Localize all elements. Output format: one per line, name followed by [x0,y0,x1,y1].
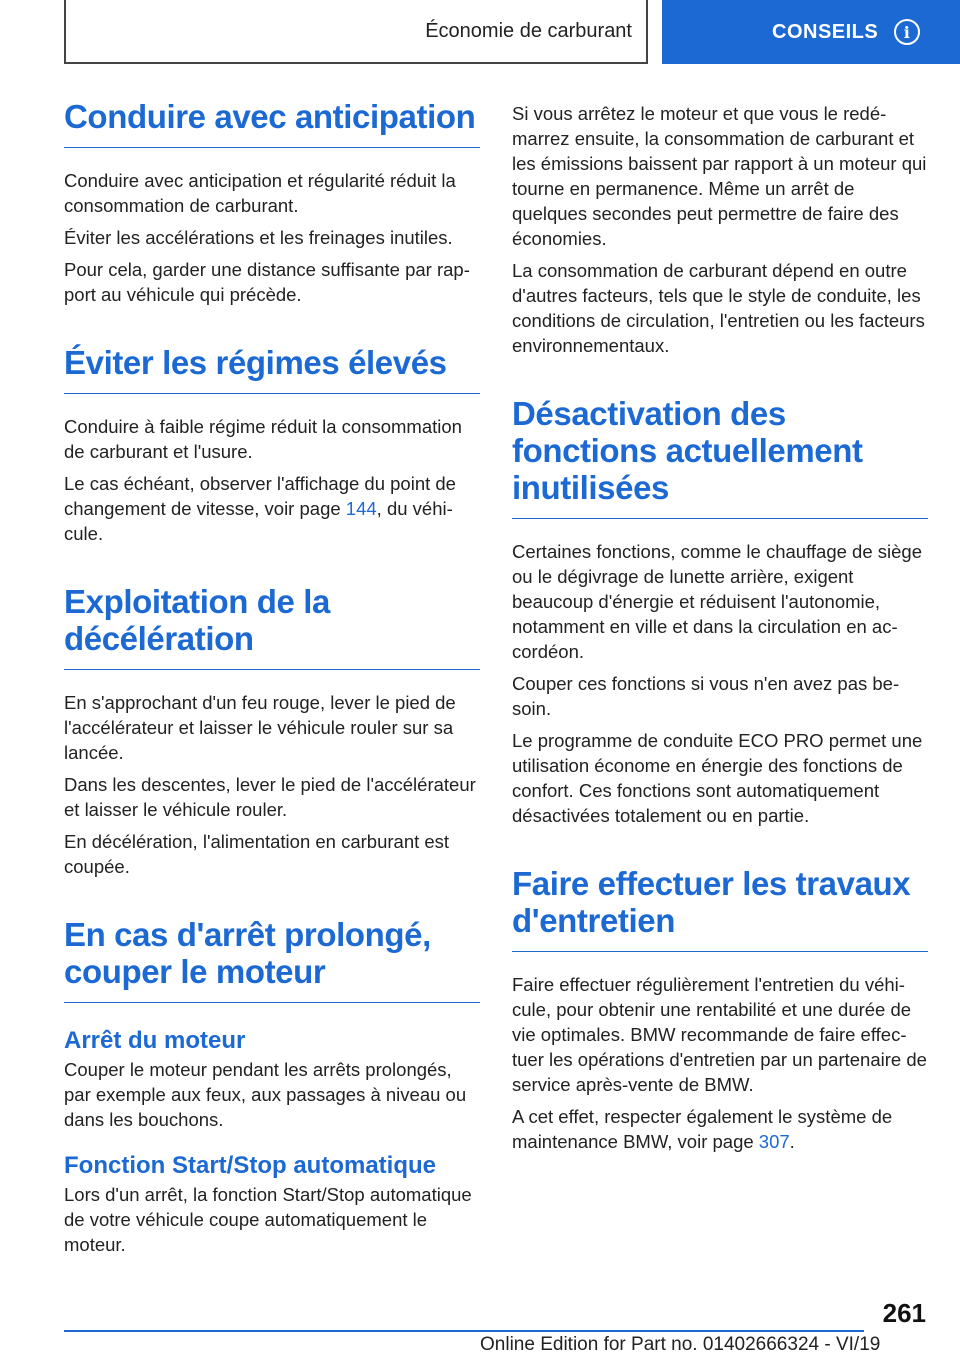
footer-edition: Online Edition for Part no. 01402666324 - VI/19 [480,1334,881,1355]
paragraph [512,1104,928,1154]
heading-regimes: Éviter les régimes élevés [64,344,480,394]
header-section-tab [64,0,648,64]
heading-deceleration: Exploitation de la décélération [64,583,480,670]
left-column [64,98,480,1257]
paragraph: Faire effectuer régulièrement l'entretien du véhicule, pour obtenir une rentabilité et une durée de vie optimales. BMW recommande de faire effectuer les opérations d'entretien par un partenaire de service après-vente de BMW. [512,974,927,1095]
header-section-title: Économie de carburant [425,19,632,42]
paragraph: Conduire à faible régime réduit la consommation de carburant et l'usure. [64,416,462,462]
paragraph: Le programme de conduite ECO PRO permet une utilisation économe en énergie des fonctions de confort. Ces fonctions sont automatiquement désactivées totalement ou en partie. [512,730,923,826]
text-segment: A cet effet, respecter également le système de maintenance BMW, voir page [512,1106,893,1152]
paragraph: Pour cela, garder une distance suffisante par rapport au véhicule qui précède. [64,259,470,305]
paragraph: Couper ces fonctions si vous n'en avez pas besoin. [512,673,900,719]
paragraph: En s'approchant d'un feu rouge, lever le pied de l'accélérateur et laisser le véhicule rouler sur sa lancée. [64,692,456,763]
header-chapter-title: CONSEILS [772,20,879,43]
page-link-144[interactable]: 144 [345,498,377,519]
heading-entretien: Faire effectuer les travaux d'entretien [512,865,928,952]
heading-desactivation: Désactivation des fonctions actuellement inutilisées [512,395,928,519]
paragraph: La consommation de carburant dépend en outre d'autres facteurs, tels que le style de conduite, les conditions de circulation, l'entretien ou les facteurs environnementaux. [512,260,925,356]
paragraph: Lors d'un arrêt, la fonction Start/Stop automatique de votre véhicule coupe automatiquement le moteur. [64,1184,472,1255]
page-number: 261 [882,1298,926,1328]
paragraph: Couper le moteur pendant les arrêts prolongés, par exemple aux feux, aux passages à niveau ou dans les bouchons. [64,1059,467,1130]
info-icon: i [894,19,920,45]
paragraph: Certaines fonctions, comme le chauffage de siège ou le dégivrage de lunette arrière, exigent beaucoup d'énergie et réduisent l'autonomie, notamment en ville et dans la circulation en accordéon. [512,541,922,662]
heading-arret-prolonge: En cas d'arrêt prolongé, couper le moteur [64,916,480,1003]
text-segment: Le cas échéant, observer l'affichage du point de changement de vitesse, voir page [64,473,456,519]
paragraph: Si vous arrêtez le moteur et que vous le redémarrez ensuite, la consommation de carburant et les émissions baissent par rapport à un moteur qui tourne en permanence. Même un arrêt de quelques secondes peut permettre de faire des économies. [512,103,927,249]
paragraph: Conduire avec anticipation et régularité réduit la consommation de carburant. [64,170,456,216]
paragraph: Dans les descentes, lever le pied de l'accélérateur et laisser le véhicule rouler. [64,774,476,820]
paragraph: En décélération, l'alimentation en carburant est coupée. [64,831,450,877]
subheading-start-stop: Fonction Start/Stop automatique [64,1152,436,1179]
paragraph: Éviter les accélérations et les freinages inutiles. [64,227,453,248]
text-segment: . [789,1131,795,1152]
footer-divider [64,1330,864,1332]
paragraph [64,471,480,546]
text-segment: , du véhicule. [64,498,453,544]
page-link-307[interactable]: 307 [758,1131,790,1152]
heading-anticipation: Conduire avec anticipation [64,98,480,148]
right-column [512,98,928,1154]
header-chapter-tab[interactable] [662,0,960,64]
subheading-arret-moteur: Arrêt du moteur [64,1027,246,1054]
